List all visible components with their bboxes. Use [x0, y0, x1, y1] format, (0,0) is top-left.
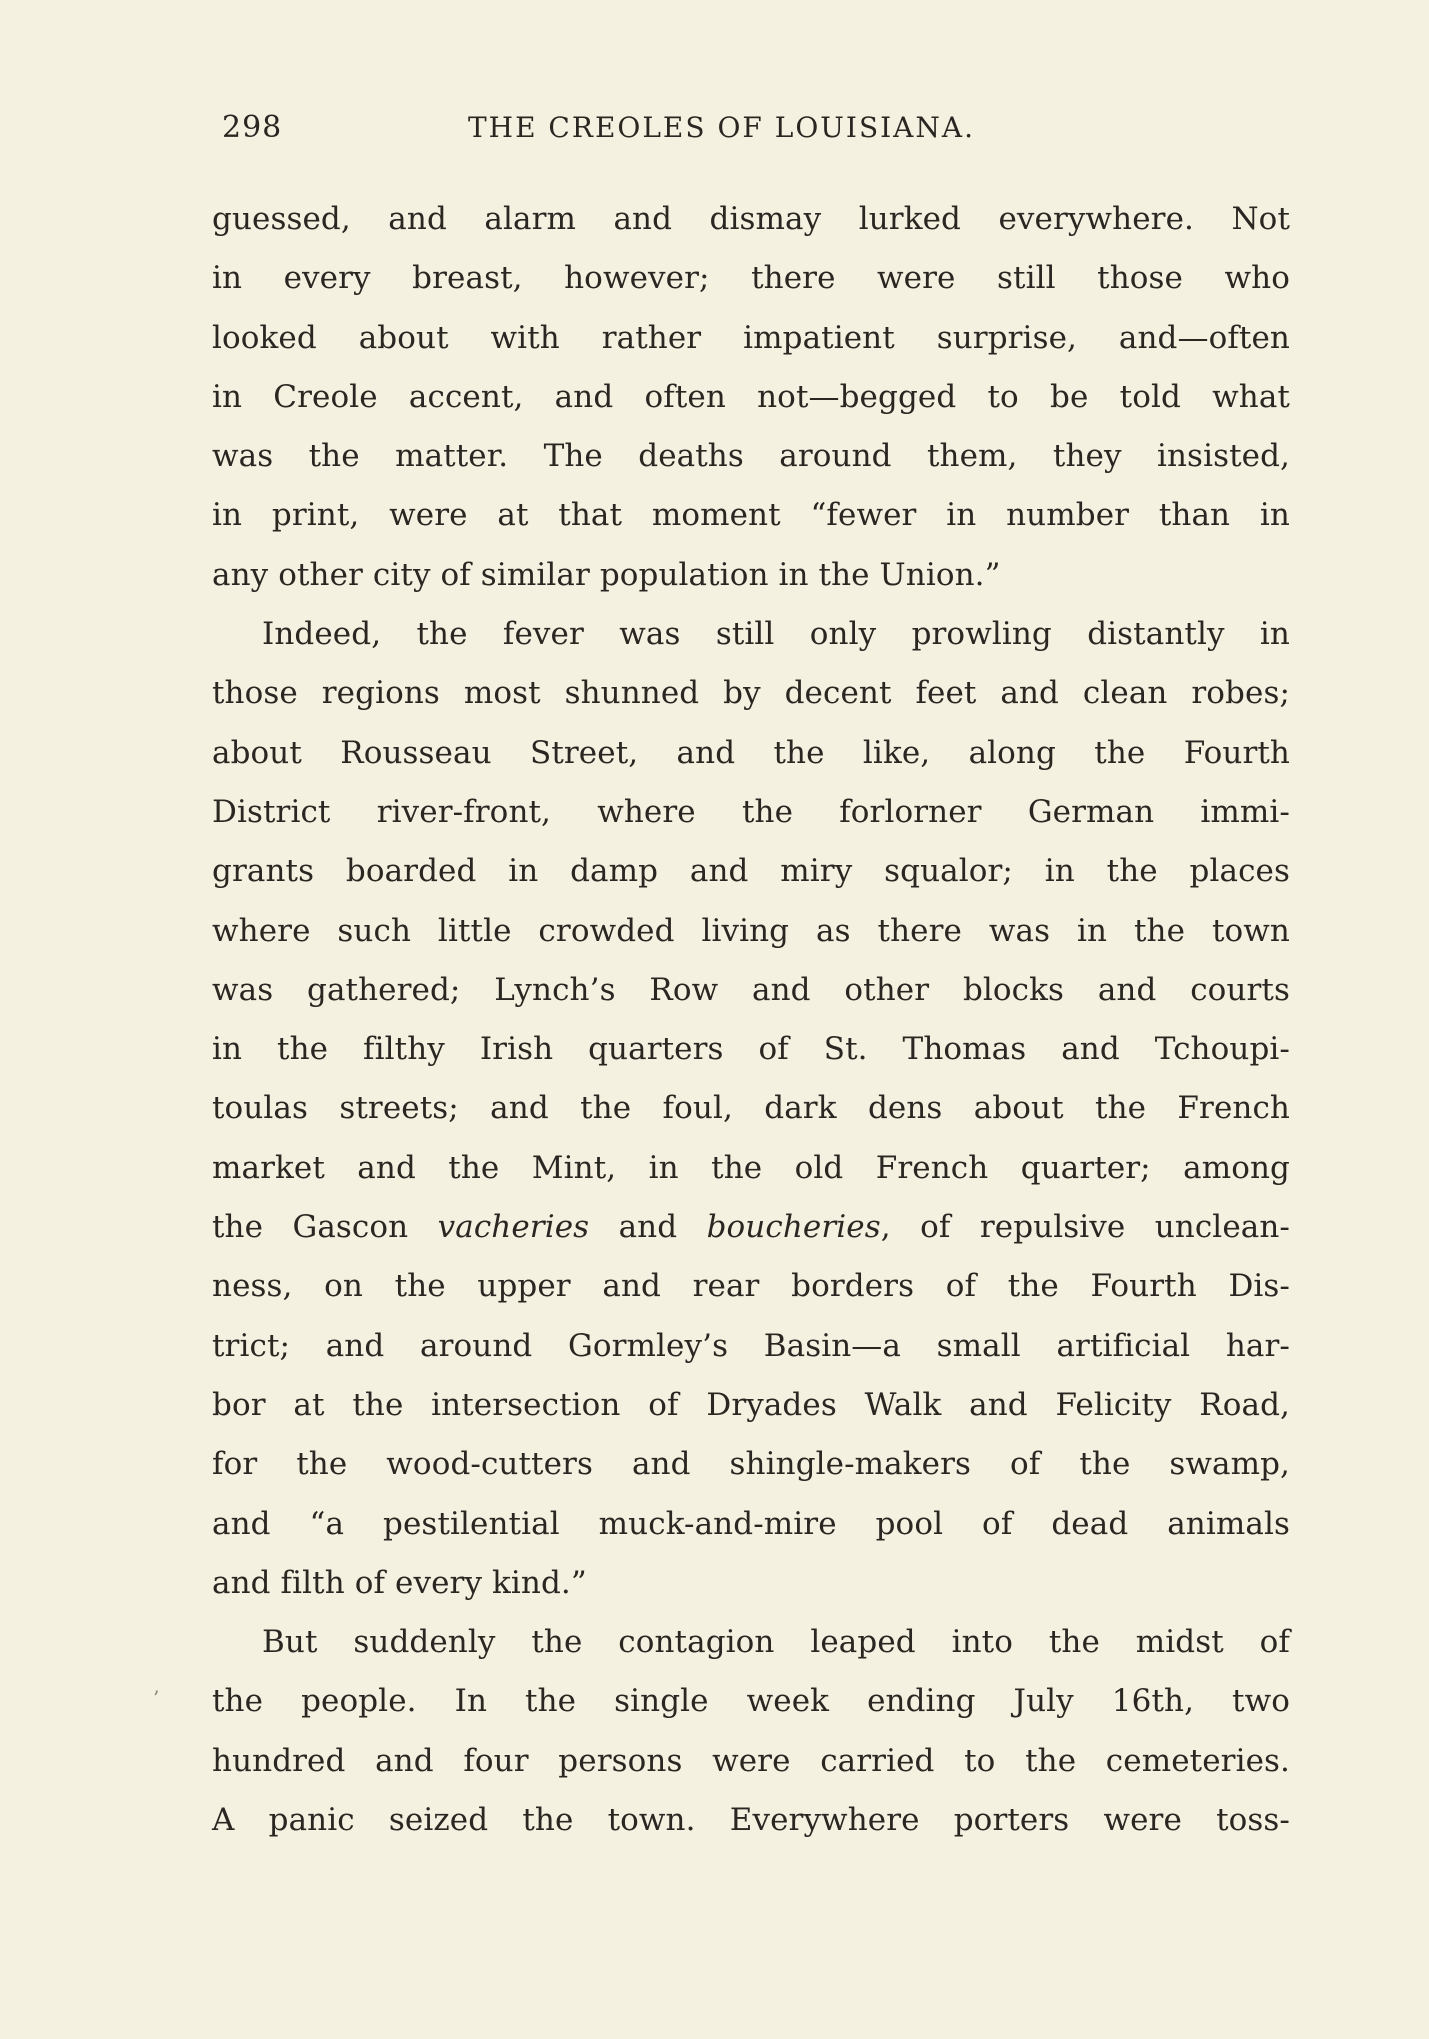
text-line: in every breast, however; there were still those who	[212, 260, 1290, 297]
text-line: in print, were at that moment “fewer in number than in	[212, 497, 1290, 534]
page-number: 298	[222, 110, 283, 145]
paragraph-first-line: But suddenly the contagion leaped into the midst of	[262, 1624, 1290, 1661]
italic-term-vacheries: vacheries	[437, 1209, 590, 1246]
text-line: ness, on the upper and rear borders of the Fourth Dis-	[212, 1268, 1290, 1305]
text-line: looked about with rather impatient surprise, and—often	[212, 319, 1290, 356]
text-line: and “a pestilential muck-and-mire pool of dead animals	[212, 1505, 1290, 1542]
text-line: market and the Mint, in the old French quarter; among	[212, 1149, 1290, 1186]
italic-term-boucheries: boucheries	[706, 1209, 881, 1246]
text-line: District river-front, where the forlorner German immi-	[212, 793, 1290, 830]
text-line: about Rousseau Street, and the like, along the Fourth	[212, 734, 1290, 771]
text-line: toulas streets; and the foul, dark dens about the French	[212, 1090, 1290, 1127]
text-fragment: the Gascon	[212, 1209, 438, 1246]
text-line: and filth of every kind.”	[212, 1564, 587, 1601]
text-line: was gathered; Lynch’s Row and other blocks and courts	[212, 971, 1290, 1008]
text-line: for the wood-cutters and shingle-makers of the swamp,	[212, 1446, 1290, 1483]
text-line: bor at the intersection of Dryades Walk and Felicity Road,	[212, 1386, 1290, 1423]
text-fragment: and	[589, 1209, 707, 1246]
text-line: those regions most shunned by decent feet and clean robes;	[212, 675, 1290, 712]
running-head	[222, 104, 1286, 152]
text-line: the people. In the single week ending July 16th, two	[212, 1683, 1290, 1720]
text-line-with-italics	[212, 1198, 1290, 1257]
text-line: in the filthy Irish quarters of St. Thomas and Tchoupi-	[212, 1031, 1290, 1068]
text-line: grants boarded in damp and miry squalor; in the places	[212, 853, 1290, 890]
text-line: A panic seized the town. Everywhere porters were toss-	[212, 1802, 1290, 1839]
text-line: where such little crowded living as there was in the town	[212, 912, 1290, 949]
body-text	[212, 190, 1290, 1850]
paragraph-first-line: Indeed, the fever was still only prowling distantly in	[262, 616, 1290, 653]
text-line: trict; and around Gormley’s Basin—a small artificial har-	[212, 1327, 1290, 1364]
margin-mark: ’	[153, 1686, 160, 1710]
text-fragment: , of repulsive unclean-	[880, 1209, 1290, 1246]
running-title: THE CREOLES OF LOUISIANA.	[468, 111, 976, 144]
text-line: was the matter. The deaths around them, they insisted,	[212, 438, 1290, 475]
text-line: in Creole accent, and often not—begged to be told what	[212, 378, 1290, 415]
text-line: any other city of similar population in the Union.”	[212, 556, 1001, 593]
text-line: hundred and four persons were carried to the cemeteries.	[212, 1742, 1290, 1779]
text-line: guessed, and alarm and dismay lurked everywhere. Not	[212, 201, 1290, 237]
